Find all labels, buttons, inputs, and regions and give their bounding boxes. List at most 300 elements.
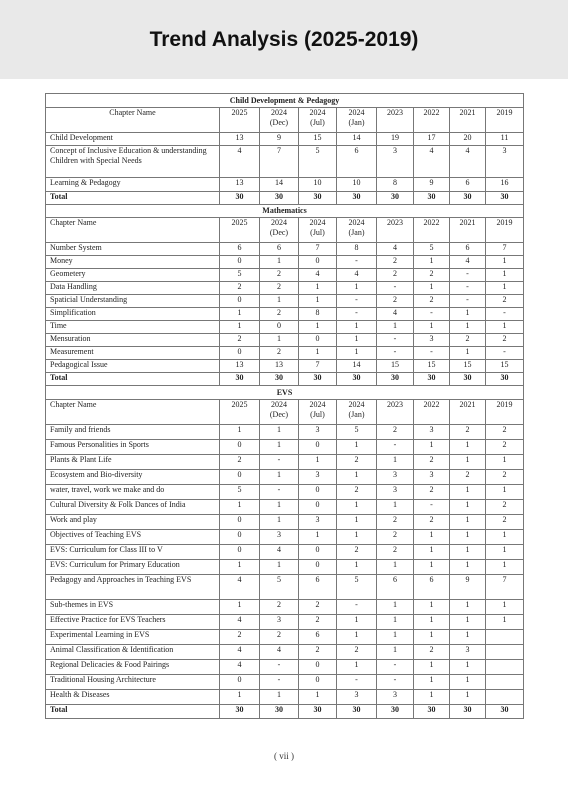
count-cell: 1 [414,615,450,630]
table-row [46,178,524,192]
count-cell: 0 [299,545,337,560]
chapter-name-cell: Concept of Inclusive Education & understanding Children with Special Needs [46,146,220,178]
chapter-name-cell: Work and play [46,515,220,530]
count-cell: 1 [220,600,260,615]
column-header-year: 2024 (Jan) [337,400,377,425]
count-cell: 1 [377,615,414,630]
chapter-name-cell: Traditional Housing Architecture [46,675,220,690]
count-cell: 1 [337,515,377,530]
count-cell: 0 [299,334,337,347]
table-row [46,440,524,455]
count-cell: 1 [486,485,524,500]
count-cell: 14 [260,178,299,192]
count-cell: 2 [486,334,524,347]
section-title-row [46,205,524,218]
count-cell: - [486,308,524,321]
total-row [46,705,524,719]
count-cell: 0 [299,660,337,675]
count-cell: 1 [220,690,260,705]
count-cell: - [337,295,377,308]
table-row [46,600,524,615]
count-cell: 1 [220,500,260,515]
count-cell: 1 [450,630,486,645]
count-cell: 1 [486,560,524,575]
count-cell: 1 [414,690,450,705]
count-cell: 1 [414,675,450,690]
total-label: Total [46,192,220,205]
count-cell: 1 [414,560,450,575]
count-cell: 3 [414,425,450,440]
chapter-name-cell: water, travel, work we make and do [46,485,220,500]
page-header [0,0,568,79]
total-cell: 30 [337,705,377,719]
count-cell: 1 [337,334,377,347]
chapter-name-cell: Plants & Plant Life [46,455,220,470]
column-header-year: 2024 (Jul) [299,108,337,133]
count-cell: 6 [450,243,486,256]
count-cell: 1 [450,690,486,705]
count-cell: 1 [220,321,260,334]
count-cell: 15 [450,360,486,373]
count-cell: 2 [220,282,260,295]
count-cell: 2 [220,455,260,470]
table-row [46,334,524,347]
count-cell: 4 [220,660,260,675]
count-cell: 8 [299,308,337,321]
chapter-name-cell: Ecosystem and Bio-diversity [46,470,220,485]
table-row [46,530,524,545]
count-cell: 1 [299,295,337,308]
count-cell: 2 [486,440,524,455]
count-cell: 2 [486,295,524,308]
total-cell: 30 [260,705,299,719]
count-cell: 3 [377,146,414,178]
count-cell: 1 [377,560,414,575]
chapter-name-cell: Learning & Pedagogy [46,178,220,192]
count-cell: - [377,334,414,347]
count-cell: 4 [220,615,260,630]
count-cell: 4 [299,269,337,282]
total-row [46,192,524,205]
count-cell: 4 [377,243,414,256]
column-header-year: 2022 [414,218,450,243]
count-cell: 1 [450,615,486,630]
count-cell: 1 [414,282,450,295]
count-cell: 1 [450,545,486,560]
count-cell: 4 [220,575,260,600]
chapter-name-cell: Sub-themes in EVS [46,600,220,615]
count-cell: 1 [486,455,524,470]
count-cell: 1 [486,545,524,560]
total-cell: 30 [414,705,450,719]
count-cell: 1 [377,500,414,515]
chapter-name-cell: Family and friends [46,425,220,440]
count-cell: 2 [337,545,377,560]
count-cell: 2 [377,515,414,530]
trend-table-body [46,94,524,719]
count-cell: 1 [414,630,450,645]
count-cell: - [260,485,299,500]
count-cell: 5 [220,269,260,282]
count-cell: 2 [486,425,524,440]
count-cell: 5 [414,243,450,256]
count-cell: 1 [450,500,486,515]
count-cell: 3 [299,515,337,530]
count-cell [486,690,524,705]
count-cell: 2 [299,600,337,615]
total-cell: 30 [260,192,299,205]
count-cell: 0 [220,675,260,690]
count-cell: 1 [450,515,486,530]
total-cell: 30 [450,192,486,205]
table-row [46,295,524,308]
count-cell: 0 [220,470,260,485]
total-cell: 30 [450,705,486,719]
column-header-year: 2019 [486,108,524,133]
count-cell: 2 [299,645,337,660]
chapter-name-cell: Data Handling [46,282,220,295]
total-cell: 30 [299,705,337,719]
count-cell: - [260,455,299,470]
count-cell: - [337,308,377,321]
count-cell: 1 [450,675,486,690]
count-cell: 4 [450,256,486,269]
total-cell: 30 [299,373,337,386]
column-header-year: 2025 [220,218,260,243]
table-row [46,675,524,690]
count-cell: 1 [220,560,260,575]
count-cell: 1 [337,500,377,515]
count-cell: 7 [260,146,299,178]
column-header-year: 2024 (Jan) [337,218,377,243]
count-cell: - [414,347,450,360]
count-cell [486,645,524,660]
count-cell: 1 [450,347,486,360]
count-cell: 17 [414,133,450,146]
total-cell: 30 [220,705,260,719]
column-header-year: 2025 [220,400,260,425]
column-header-year: 2022 [414,108,450,133]
count-cell: 2 [450,425,486,440]
count-cell: 2 [377,425,414,440]
count-cell: 4 [337,269,377,282]
count-cell: 1 [337,347,377,360]
count-cell: 1 [450,560,486,575]
table-row [46,425,524,440]
chapter-name-cell: Objectives of Teaching EVS [46,530,220,545]
count-cell: 1 [260,440,299,455]
chapter-name-cell: Pedagogy and Approaches in Teaching EVS [46,575,220,600]
count-cell: 6 [414,575,450,600]
table-row [46,133,524,146]
count-cell: 1 [260,470,299,485]
count-cell: 1 [337,321,377,334]
table-row [46,500,524,515]
count-cell: 1 [220,425,260,440]
count-cell: 9 [450,575,486,600]
count-cell: 1 [450,600,486,615]
count-cell: 4 [260,545,299,560]
count-cell: 7 [486,575,524,600]
count-cell: 1 [414,530,450,545]
header-row [46,108,524,133]
count-cell: - [414,308,450,321]
column-header-year: 2023 [377,218,414,243]
column-header-year: 2021 [450,400,486,425]
column-header-chapter: Chapter Name [46,218,220,243]
count-cell: 0 [299,675,337,690]
page-number: ( vii ) [274,751,294,761]
header-row [46,218,524,243]
chapter-name-cell: Experimental Learning in EVS [46,630,220,645]
count-cell: 2 [377,295,414,308]
total-cell: 30 [377,373,414,386]
table-row [46,269,524,282]
count-cell: 2 [260,269,299,282]
column-header-year: 2024 (Dec) [260,400,299,425]
count-cell: 2 [377,545,414,560]
count-cell: 5 [220,485,260,500]
count-cell: 1 [377,455,414,470]
column-header-chapter: Chapter Name [46,400,220,425]
count-cell: 1 [414,600,450,615]
count-cell: 1 [260,690,299,705]
count-cell: 1 [337,615,377,630]
count-cell: - [377,660,414,675]
count-cell: 1 [337,470,377,485]
count-cell: 4 [450,146,486,178]
count-cell: - [450,295,486,308]
count-cell: - [337,600,377,615]
count-cell: - [337,256,377,269]
count-cell: 1 [450,321,486,334]
count-cell: - [377,347,414,360]
count-cell [486,630,524,645]
count-cell: 2 [337,645,377,660]
table-row [46,485,524,500]
count-cell: 20 [450,133,486,146]
count-cell: 1 [414,321,450,334]
page-title: Trend Analysis (2025-2019) [149,27,419,51]
count-cell: 1 [450,455,486,470]
total-cell: 30 [377,705,414,719]
count-cell: 4 [260,645,299,660]
count-cell: 1 [486,600,524,615]
count-cell: 4 [414,146,450,178]
count-cell: 2 [486,470,524,485]
count-cell: - [260,675,299,690]
column-header-year: 2019 [486,400,524,425]
count-cell: 1 [260,560,299,575]
count-cell: 0 [220,515,260,530]
count-cell: - [450,282,486,295]
chapter-name-cell: Cultural Diversity & Folk Dances of India [46,500,220,515]
chapter-name-cell: Health & Diseases [46,690,220,705]
count-cell: 2 [414,515,450,530]
count-cell: 2 [260,347,299,360]
chapter-name-cell: Spaticial Understanding [46,295,220,308]
count-cell: 2 [260,630,299,645]
count-cell: 1 [377,321,414,334]
total-cell: 30 [260,373,299,386]
table-row [46,615,524,630]
count-cell: 8 [377,178,414,192]
column-header-year: 2025 [220,108,260,133]
count-cell: 1 [337,630,377,645]
count-cell: 2 [337,485,377,500]
count-cell: 16 [486,178,524,192]
count-cell: 1 [450,485,486,500]
count-cell: 1 [377,645,414,660]
count-cell: 1 [260,425,299,440]
chapter-name-cell: Simplification [46,308,220,321]
count-cell: 1 [486,282,524,295]
total-cell: 30 [414,373,450,386]
table-row [46,308,524,321]
count-cell: 1 [220,308,260,321]
count-cell: 6 [450,178,486,192]
count-cell: 6 [299,575,337,600]
count-cell: 2 [260,600,299,615]
count-cell: 13 [220,178,260,192]
table-row [46,660,524,675]
count-cell: 1 [450,440,486,455]
count-cell: 5 [260,575,299,600]
column-header-year: 2023 [377,108,414,133]
count-cell: 0 [220,347,260,360]
count-cell: 1 [337,440,377,455]
count-cell: 1 [260,515,299,530]
column-header-year: 2019 [486,218,524,243]
count-cell: 2 [450,334,486,347]
count-cell: 0 [260,321,299,334]
chapter-name-cell: Geometery [46,269,220,282]
count-cell: 0 [299,500,337,515]
count-cell: 3 [377,470,414,485]
count-cell: 2 [414,645,450,660]
count-cell: 14 [337,360,377,373]
table-row [46,575,524,600]
count-cell: 1 [299,321,337,334]
count-cell: 1 [414,545,450,560]
table-row [46,630,524,645]
count-cell: 0 [220,545,260,560]
count-cell: 3 [414,470,450,485]
count-cell: 9 [260,133,299,146]
count-cell: 7 [486,243,524,256]
column-header-year: 2024 (Dec) [260,218,299,243]
count-cell: 0 [220,256,260,269]
header-row [46,400,524,425]
count-cell: 4 [220,146,260,178]
count-cell: 0 [299,440,337,455]
total-label: Total [46,705,220,719]
count-cell: 6 [260,243,299,256]
count-cell: 10 [337,178,377,192]
count-cell: - [260,660,299,675]
count-cell: 1 [486,256,524,269]
count-cell: 8 [337,243,377,256]
table-row [46,321,524,334]
table-row [46,470,524,485]
count-cell: 3 [377,690,414,705]
count-cell: 1 [414,660,450,675]
count-cell: 6 [337,146,377,178]
total-cell: 30 [299,192,337,205]
chapter-name-cell: Pedagogical Issue [46,360,220,373]
table-row [46,360,524,373]
count-cell: 1 [450,308,486,321]
count-cell: 1 [260,334,299,347]
count-cell: 1 [450,660,486,675]
chapter-name-cell: Time [46,321,220,334]
count-cell: 2 [377,269,414,282]
column-header-year: 2021 [450,108,486,133]
table-row [46,243,524,256]
chapter-name-cell: Animal Classification & Identification [46,645,220,660]
count-cell: 13 [260,360,299,373]
count-cell: 1 [337,282,377,295]
section-title: Mathematics [46,205,524,218]
count-cell: 6 [299,630,337,645]
count-cell: 0 [299,560,337,575]
count-cell: 2 [414,485,450,500]
table-row [46,146,524,178]
count-cell: 1 [377,630,414,645]
table-row [46,515,524,530]
count-cell: 2 [337,455,377,470]
table-row [46,645,524,660]
count-cell: - [377,282,414,295]
count-cell: - [414,500,450,515]
section-title: Child Development & Pedagogy [46,94,524,108]
count-cell: 2 [220,630,260,645]
count-cell: 1 [486,615,524,630]
count-cell: 6 [220,243,260,256]
column-header-year: 2021 [450,218,486,243]
count-cell: 5 [337,425,377,440]
count-cell: 1 [337,530,377,545]
section-title: EVS [46,386,524,400]
count-cell: 5 [299,146,337,178]
count-cell: 15 [414,360,450,373]
count-cell: 1 [260,256,299,269]
count-cell: - [486,347,524,360]
total-cell: 30 [450,373,486,386]
count-cell: 1 [299,530,337,545]
chapter-name-cell: Money [46,256,220,269]
chapter-name-cell: Number System [46,243,220,256]
chapter-name-cell: Regional Delicacies & Food Pairings [46,660,220,675]
count-cell: 1 [299,455,337,470]
count-cell: 3 [486,146,524,178]
count-cell: 2 [377,256,414,269]
count-cell [486,675,524,690]
table-row [46,545,524,560]
count-cell: 3 [450,645,486,660]
chapter-name-cell: Child Development [46,133,220,146]
chapter-name-cell: Famous Personalities in Sports [46,440,220,455]
total-label: Total [46,373,220,386]
chapter-name-cell: Mensuration [46,334,220,347]
count-cell: 1 [414,256,450,269]
count-cell: 2 [220,334,260,347]
total-cell: 30 [486,192,524,205]
count-cell: 0 [299,485,337,500]
count-cell: 1 [450,530,486,545]
column-header-year: 2024 (Jul) [299,400,337,425]
count-cell: 0 [299,256,337,269]
